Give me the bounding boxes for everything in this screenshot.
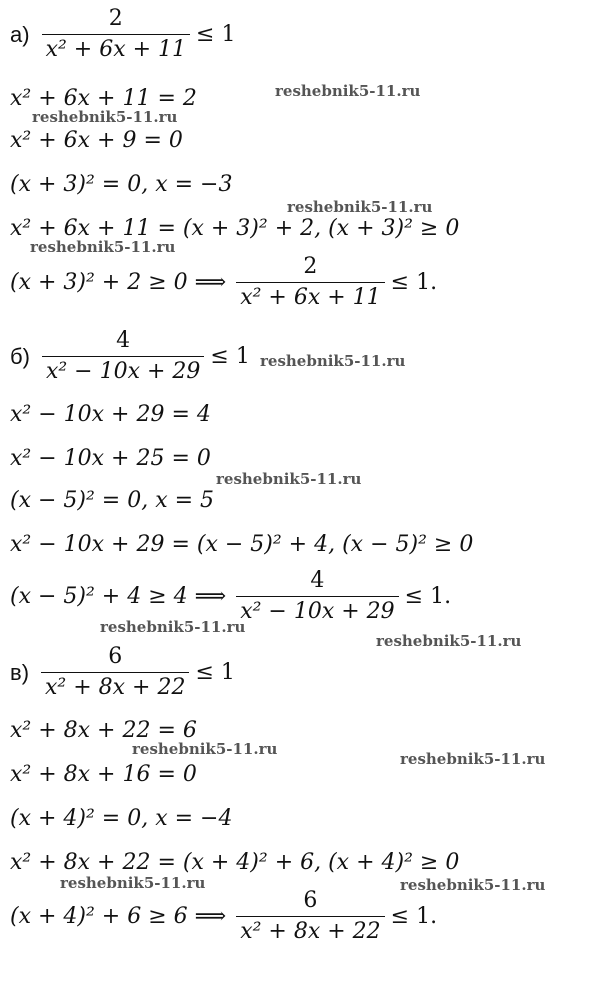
equation-line: x² − 10x + 29 = 4 [10, 402, 211, 427]
equation-line: x² + 8x + 22 = 6 [10, 718, 197, 743]
numerator: 2 [108, 6, 123, 31]
section-label: б) [10, 343, 30, 369]
watermark: reshebnik5-11.ru [400, 876, 546, 894]
section-a-inequality [10, 8, 235, 61]
denominator: x² − 10x + 29 [236, 596, 398, 623]
equation-line: (x + 4)² = 0, x = −4 [10, 806, 233, 831]
equation-line: (x − 5)² = 0, x = 5 [10, 488, 215, 513]
denominator: x² + 8x + 22 [41, 672, 189, 699]
watermark: reshebnik5-11.ru [60, 874, 206, 892]
equation-line: x² + 6x + 9 = 0 [10, 128, 183, 153]
numerator: 6 [108, 644, 123, 669]
numerator: 2 [303, 254, 318, 279]
fraction [236, 570, 398, 623]
numerator: 4 [310, 568, 325, 593]
denominator: x² + 8x + 22 [236, 916, 384, 943]
equation-line: x² + 8x + 22 = (x + 4)² + 6, (x + 4)² ≥ 0 [10, 850, 460, 875]
section-label: а) [10, 21, 30, 47]
section-label: в) [10, 659, 30, 685]
section-b-conclusion [10, 570, 451, 623]
conclusion-lhs: (x + 3)² + 2 ≥ 0 ⟹ [10, 269, 227, 295]
watermark: reshebnik5-11.ru [100, 618, 246, 636]
watermark: reshebnik5-11.ru [275, 82, 421, 100]
equation-line: x² − 10x + 25 = 0 [10, 446, 211, 471]
watermark: reshebnik5-11.ru [260, 352, 406, 370]
numerator: 4 [116, 328, 131, 353]
conclusion-rhs: ≤ 1. [390, 903, 438, 929]
section-b-inequality [10, 330, 250, 383]
watermark: reshebnik5-11.ru [132, 740, 278, 758]
watermark: reshebnik5-11.ru [30, 238, 176, 256]
section-a-conclusion [10, 256, 437, 309]
conclusion-lhs: (x + 4)² + 6 ≥ 6 ⟹ [10, 903, 227, 929]
fraction [236, 890, 384, 943]
denominator: x² + 6x + 11 [42, 34, 190, 61]
watermark: reshebnik5-11.ru [376, 632, 522, 650]
fraction [41, 646, 189, 699]
equation-line: (x + 3)² = 0, x = −3 [10, 172, 233, 197]
watermark: reshebnik5-11.ru [400, 750, 546, 768]
denominator: x² − 10x + 29 [42, 356, 204, 383]
denominator: x² + 6x + 11 [236, 282, 384, 309]
equation-line: x² + 6x + 11 = (x + 3)² + 2, (x + 3)² ≥ 0 [10, 216, 460, 241]
equation-line: x² + 6x + 11 = 2 [10, 86, 197, 111]
conclusion-rhs: ≤ 1. [404, 583, 452, 609]
fraction [42, 330, 204, 383]
watermark: reshebnik5-11.ru [32, 108, 178, 126]
inequality-rhs: ≤ 1 [195, 659, 235, 685]
watermark: reshebnik5-11.ru [216, 470, 362, 488]
fraction [42, 8, 190, 61]
inequality-rhs: ≤ 1 [196, 21, 236, 47]
numerator: 6 [303, 888, 318, 913]
section-c-conclusion [10, 890, 437, 943]
watermark: reshebnik5-11.ru [287, 198, 433, 216]
section-c-inequality [10, 646, 235, 699]
fraction [236, 256, 384, 309]
inequality-rhs: ≤ 1 [210, 343, 250, 369]
equation-line: x² + 8x + 16 = 0 [10, 762, 197, 787]
conclusion-lhs: (x − 5)² + 4 ≥ 4 ⟹ [10, 583, 227, 609]
conclusion-rhs: ≤ 1. [390, 269, 438, 295]
equation-line: x² − 10x + 29 = (x − 5)² + 4, (x − 5)² ≥ 0 [10, 532, 474, 557]
